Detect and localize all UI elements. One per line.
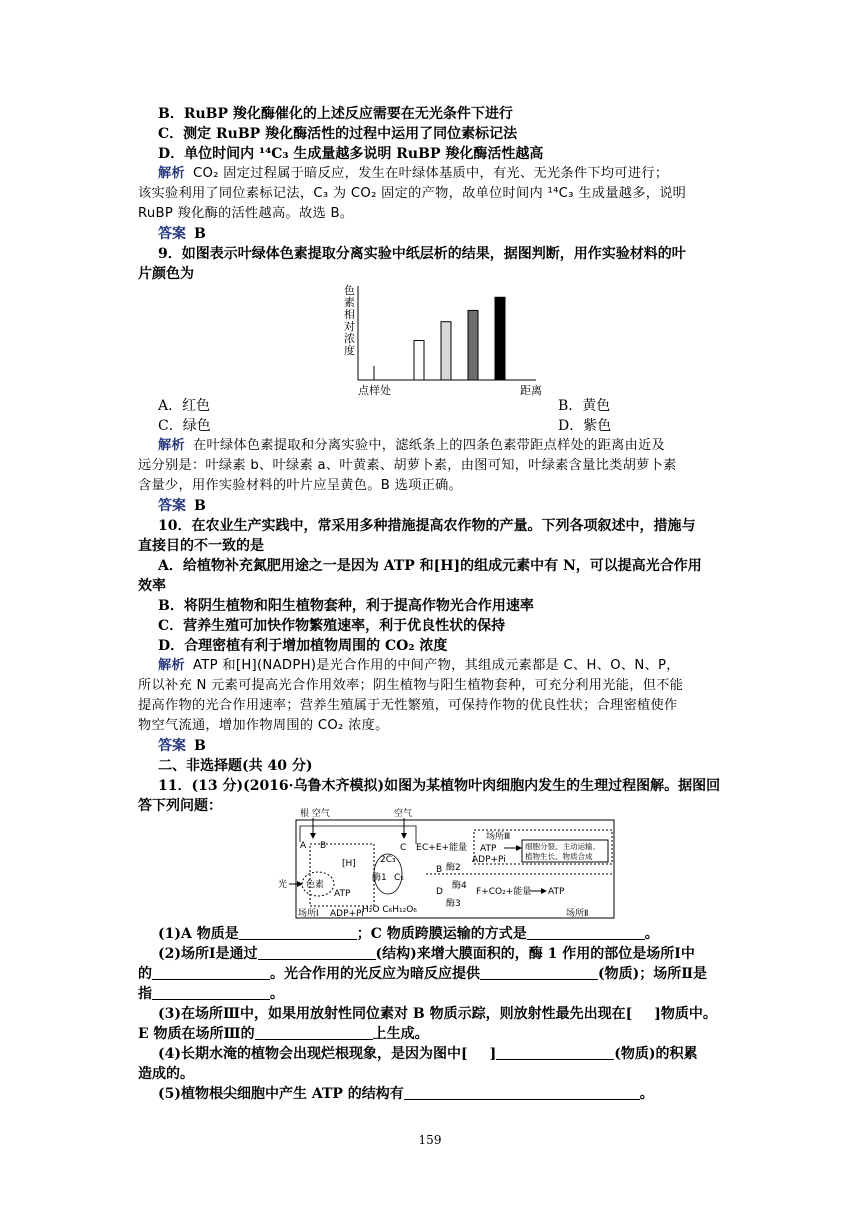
label-c5: C₅: [394, 873, 404, 883]
label-pigment: 色素: [306, 880, 325, 890]
q11-sub4-line-1: (4)长期水淹的植物会出现烂根现象，是因为图中[ ] (物质)的积累: [158, 1046, 698, 1062]
pigment-chromatography-chart: [336, 280, 556, 400]
label-light: 光: [278, 880, 288, 890]
answer-blank[interactable]: [258, 945, 376, 960]
q8-analysis-line-1: 解析 CO₂ 固定过程属于暗反应，发生在叶绿体基质中，有光、无光条件下均可进行；: [158, 166, 669, 181]
q9-options-row-2: [158, 416, 758, 436]
chart-y-label-char: 相: [344, 308, 355, 321]
section-heading: 二、非选择题(共 40 分): [158, 758, 313, 774]
q10-analysis-line-2: 所以补充 N 元素可提高光合作用效率；阴生植物与阳生植物套种，可充分利用光能，但不能: [138, 678, 684, 693]
chart-y-label-char: 色: [344, 284, 355, 297]
q9-option-b: B．黄色: [558, 398, 611, 414]
answer-label: 答案: [158, 738, 186, 754]
q9-answer: 答案 B: [158, 498, 206, 514]
label-site2: 场所Ⅱ: [566, 909, 589, 919]
chart-bar-2: [441, 322, 451, 380]
q11-sub1: (1)A 物质是 ；C 物质跨膜运输的方式是 。: [158, 926, 659, 942]
label-d: D: [436, 887, 443, 897]
chart-bar-4: [495, 297, 505, 380]
label-f-co2-energy: F+CO₂+能量: [476, 887, 532, 897]
answer-blank[interactable]: [404, 1085, 640, 1100]
q9-options-row-1: [158, 396, 758, 416]
answer-blank[interactable]: [527, 925, 645, 940]
chart-x-label-right: 距离: [520, 384, 542, 397]
q11-stem-line-2: 答下列问题：: [138, 798, 222, 814]
analysis-label: 解析: [158, 438, 185, 453]
label-adppi-site3: ADP+Pi: [472, 855, 506, 865]
q10-analysis-line-3: 提高作物的光合作用速率；营养生殖属于无性繁殖，可保持作物的优良性状；合理密植使作: [138, 698, 678, 713]
answer-blank[interactable]: [239, 925, 357, 940]
q9-stem-line-2: 片颜色为: [138, 266, 194, 282]
chart-bar-1: [414, 341, 424, 380]
q9-option-a: A．红色: [158, 398, 211, 414]
q11-sub5: (5)植物根尖细胞中产生 ATP 的结构有 。: [158, 1086, 654, 1102]
q9-option-d: D．紫色: [558, 418, 612, 434]
q8-option-b: B．RuBP 羧化酶催化的上述反应需要在无光条件下进行: [158, 106, 513, 122]
label-b: B: [320, 841, 327, 851]
label-use-line-2: 植物生长、物质合成: [525, 852, 593, 861]
q10-option-d: D．合理密植有利于增加植物周围的 CO₂ 浓度: [158, 638, 448, 654]
label-products: H₂O C₆H₁₂O₆: [362, 905, 417, 915]
q9-analysis-line-2: 远分别是：叶绿素 b、叶绿素 a、叶黄素、胡萝卜素，由图可知，叶绿素含量比类胡萝卜素: [138, 458, 677, 473]
q8-answer: 答案 B: [158, 226, 206, 242]
label-ce-energy: C+E+能量: [422, 843, 468, 853]
answer-label: 答案: [158, 498, 186, 514]
label-e: E: [416, 843, 422, 853]
analysis-label: 解析: [158, 166, 185, 181]
q9-analysis-line-1: 解析 在叶绿体色素提取和分离实验中，滤纸条上的四条色素带距点样处的距离由近及: [158, 438, 666, 453]
analysis-label: 解析: [158, 658, 185, 673]
label-a: A: [300, 841, 307, 851]
chart-x-label-left: 点样处: [358, 384, 391, 397]
label-enzyme4: 酶4: [452, 881, 467, 891]
chart-y-label-char: 素: [344, 296, 355, 309]
q11-sub3-line-2: E 物质在场所Ⅲ的 上生成。: [138, 1026, 429, 1042]
label-enzyme3: 酶3: [446, 899, 461, 909]
q11-sub2-line-3: 指 。: [138, 986, 284, 1002]
answer-blank[interactable]: [480, 965, 598, 980]
label-enzyme1: 酶1: [372, 873, 387, 883]
label-atp-site1: ATP: [334, 889, 351, 899]
chart-y-axis-label: [344, 284, 355, 357]
label-atp-site2: ATP: [548, 887, 565, 897]
q9-analysis-line-3: 含量少，用作实验材料的叶片应呈黄色。B 选项正确。: [138, 478, 463, 493]
q11-sub3-line-1: (3)在场所Ⅲ中，如果用放射性同位素对 B 物质示踪，则放射性最先出现在[ ]物质中。: [158, 1006, 717, 1022]
label-b2: B: [436, 865, 443, 875]
q10-option-b: B．将阴生植物和阳生植物套种，利于提高作物光合作用速率: [158, 598, 534, 614]
q10-answer: 答案 B: [158, 738, 206, 754]
answer-blank[interactable]: [152, 985, 270, 1000]
photosynthesis-respiration-diagram: [276, 804, 620, 922]
q11-stem-line-1: 11．(13 分)(2016·乌鲁木齐模拟)如图为某植物叶肉细胞内发生的生理过程图解。据图回: [158, 778, 721, 794]
answer-blank[interactable]: [152, 965, 270, 980]
q8-analysis-line-2: 该实验利用了同位素标记法，C₃ 为 CO₂ 固定的产物，故单位时间内 ¹⁴C₃ 生成量越多，说明: [138, 186, 687, 201]
page-number: 159: [418, 1133, 442, 1147]
chart-y-label-char: 对: [344, 320, 355, 333]
label-use-line-1: 细胞分裂、主动运输、: [525, 842, 600, 851]
label-2c3: 2C₃: [380, 855, 396, 865]
chart-bar-3: [468, 310, 478, 380]
answer-blank[interactable]: [496, 1045, 614, 1060]
q11-sub4-line-2: 造成的。: [138, 1066, 194, 1082]
q11-sub2-line-1: (2)场所Ⅰ是通过 (结构)来增大膜面积的，酶 1 作用的部位是场所Ⅰ中: [158, 946, 695, 962]
q10-stem-line-2: 直接目的不一致的是: [138, 538, 264, 554]
q9-option-c: C．绿色: [158, 418, 211, 434]
q8-option-c: C．测定 RuBP 羧化酶活性的过程中运用了同位素标记法: [158, 126, 518, 142]
chart-y-label-char: 浓: [344, 332, 355, 345]
label-h: [H]: [342, 859, 356, 869]
label-air: 空气: [394, 809, 413, 819]
q10-stem-line-1: 10．在农业生产实践中，常采用多种措施提高农作物的产量。下列各项叙述中，措施与: [158, 518, 696, 534]
q9-stem-line-1: 9．如图表示叶绿体色素提取分离实验中纸层析的结果，据图判断，用作实验材料的叶: [158, 246, 686, 262]
chart-y-label-char: 度: [344, 344, 355, 357]
q11-sub2-line-2: 的 。光合作用的光反应为暗反应提供 (物质)；场所Ⅱ是: [138, 966, 708, 982]
arrow-top-loop: [300, 826, 416, 844]
label-site3: 场所Ⅲ: [486, 832, 511, 842]
q8-analysis-line-3: RuBP 羧化酶的活性越高。故选 B。: [138, 206, 354, 221]
label-enzyme2: 酶2: [446, 863, 461, 873]
answer-label: 答案: [158, 226, 186, 242]
q10-option-a-line-2: 效率: [138, 578, 166, 594]
q10-analysis-line-1: 解析 ATP 和[H](NADPH)是光合作用的中间产物，其组成元素都是 C、H、O、N、P，: [158, 658, 680, 673]
q10-option-c: C．营养生殖可加快作物繁殖速率，利于优良性状的保持: [158, 618, 506, 634]
label-c: C: [400, 843, 407, 853]
answer-blank[interactable]: [255, 1025, 373, 1040]
q8-option-d: D．单位时间内 ¹⁴C₃ 生成量越多说明 RuBP 羧化酶活性越高: [158, 146, 544, 162]
label-adppi-site1: ADP+Pi: [330, 909, 364, 919]
label-atp-site3: ATP: [480, 844, 497, 854]
label-site1: 场所Ⅰ: [298, 909, 319, 919]
label-root-air: 根 空气: [300, 809, 330, 819]
q10-analysis-line-4: 物空气流通，增加作物周围的 CO₂ 浓度。: [138, 718, 389, 733]
q10-option-a-line-1: A．给植物补充氮肥用途之一是因为 ATP 和[H]的组成元素中有 N，可以提高光合作用: [158, 558, 702, 574]
